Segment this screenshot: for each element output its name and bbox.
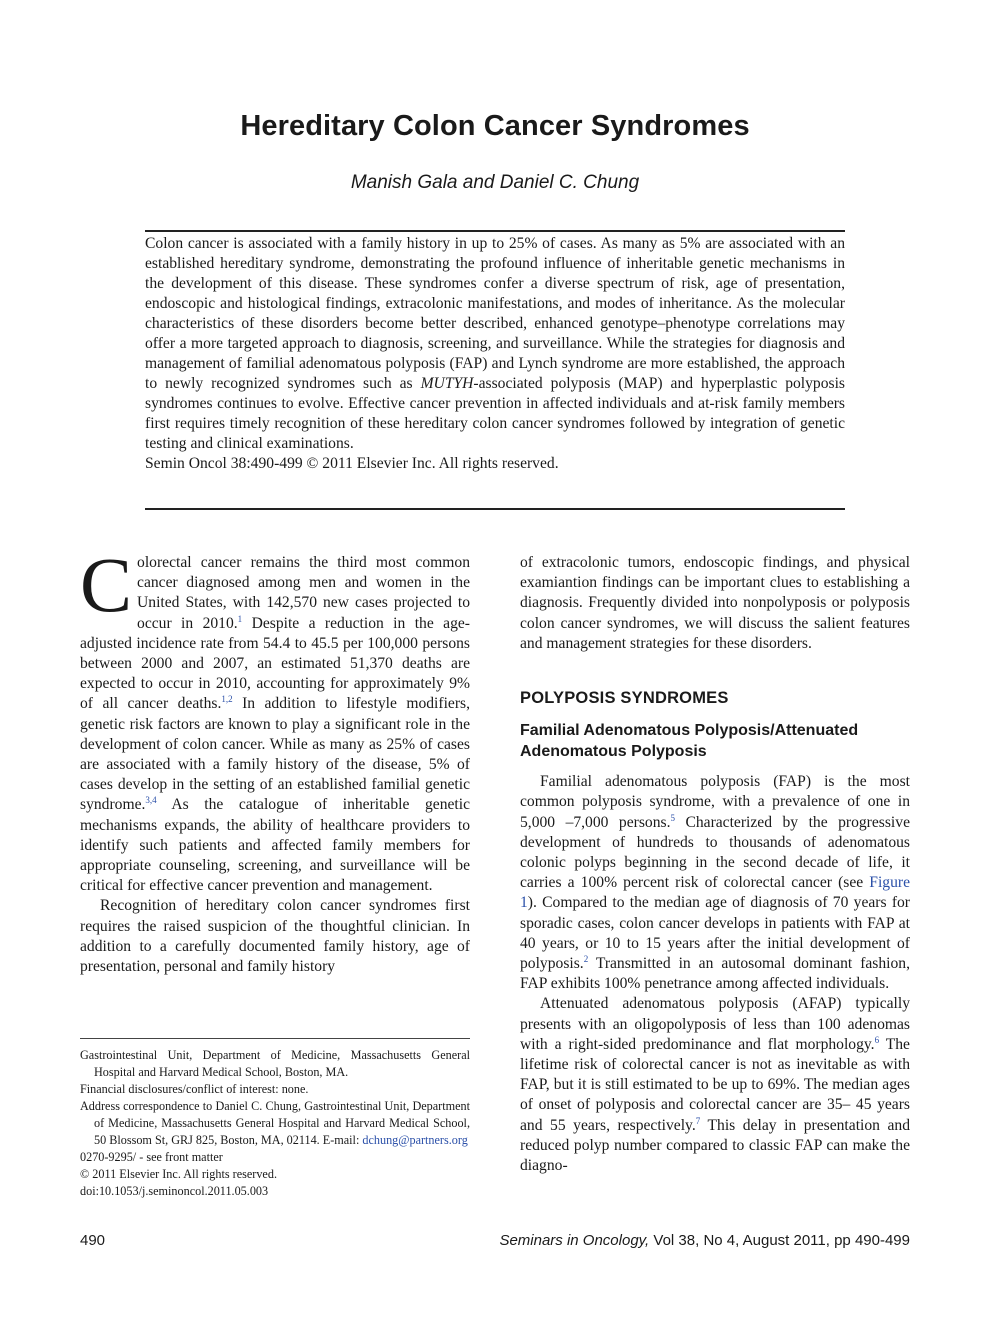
disclosure-note: Financial disclosures/conflict of interest: none.: [80, 1082, 309, 1096]
doi-note: doi:10.1053/j.seminoncol.2011.05.003: [80, 1184, 269, 1198]
reference-link[interactable]: 7: [695, 1115, 701, 1126]
body-paragraph: Familial adenomatous polyposis (FAP) is the most common polyposis syndrome, with a prevalence of one in 5,000 –7,000 persons.$^5$ Characterized by the progressive development of hundreds to thousands of adenomatous colonic polyps beginning in the second decade of life, it carries a 100% percent risk of colorectal cancer (see Figure 1). Compared to the median age of diagnosis of 70 years for sporadic cases, colon cancer develops in patients with FAP at 40 years, or 10 to 15 years after the initial development of polyposis.$^2$ Transmitted in an autosomal dominant fashion, FAP exhibits 100% penetrance among affected individuals.: [520, 773, 910, 993]
page-number: 490: [80, 1232, 106, 1249]
footnotes: [80, 1038, 470, 1200]
reference-link[interactable]: 1,2: [221, 694, 233, 705]
abstract-citation: Semin Oncol 38:490-499 © 2011 Elsevier Inc. All rights reserved.: [145, 455, 559, 472]
issn-note: 0270-9295/ - see front matter: [80, 1150, 223, 1164]
reference-link[interactable]: 5: [670, 812, 675, 823]
body-paragraph: Recognition of hereditary colon cancer syndromes first requires the raised suspicion of the thoughtful clinician. In addition to a carefully documented family history, age of presentation, personal and family history: [80, 897, 470, 976]
journal-details: Vol 38, No 4, August 2011, pp 490-499: [649, 1232, 910, 1249]
email-link[interactable]: dchung@partners.org: [362, 1133, 468, 1147]
subsection-heading: Familial Adenomatous Polyposis/Attenuated Adenomatous Polyposis: [520, 722, 859, 761]
affiliation-note: Gastrointestinal Unit, Department of Medicine, Massachusetts General Hospital and Harvard Medical School, Boston, MA.: [80, 1048, 470, 1079]
drop-cap: C: [80, 541, 133, 628]
reference-link[interactable]: 2: [583, 954, 589, 965]
abstract: [145, 234, 845, 474]
gene-name: MUTYH: [420, 375, 474, 392]
body-paragraph: of extracolonic tumors, endoscopic findings, and physical examiantion findings can be important clues to establishing a diagnosis. Frequently divided into nonpolyposis or polyposis colon cancer syndromes, we will discuss the salient features and management strategies for these disorders.: [520, 554, 910, 652]
article-authors: Manish Gala and Daniel C. Chung: [350, 172, 640, 193]
reference-link[interactable]: 6: [874, 1034, 880, 1045]
journal-name: Seminars in Oncology,: [499, 1232, 650, 1249]
journal-reference: [499, 1232, 910, 1249]
intro-paragraph: Colorectal cancer remains the third most common cancer diagnosed among men and women in the United States, with 142,570 new cases projected to occur in 2010.$^1$ Despite a reduction in the age-adjusted incidence rate from 54.4 to 45.5 per 100,000 persons between 2000 and 2007, an estimated 51,370 deaths are expected to occur in 2010, accounting for approximately 9% of all cancer deaths.$^{1,2}$ In addition to lifestyle modifiers, genetic risk factors are known to play a significant role in the development of colon cancer. While as many as 25% of cases are associated with a family history of the disease, 5% of cases develop in the setting of an established familial genetic syndrome.$^{3,4}$ As the catalogue of inheritable genetic mechanisms expands, the ability of healthcare providers to identify such patients and affected family members for appropriate counseling, screening, and surveillance will be critical for effective cancer prevention and management.: [80, 541, 470, 895]
left-column: [80, 541, 470, 977]
correspondence-note: Address correspondence to Daniel C. Chung, Gastrointestinal Unit, Department of Medicine, Massachusetts General Hospital and Harvard Medical School, 50 Blossom St, GRJ 825, Boston, MA, 02114. E-mail: dchung@partners.org: [80, 1099, 470, 1147]
body-paragraph: Attenuated adenomatous polyposis (AFAP) typically presents with an oligopolyposis of less than 100 adenomas with a right-sided predominance and flat morphology.$^6$ The lifetime risk of colorectal cancer is not as inevitable as with FAP, but it is still estimated to be up to 69%. The median ages of onset of polyposis and colorectal cancer are 35– 45 years and 55 years, respectively.$^7$ This delay in presentation and reduced polyp number compared to classic FAP can make the diagno-: [520, 995, 910, 1175]
abstract-top-rule: [145, 230, 845, 232]
section-heading: POLYPOSIS SYNDROMES: [520, 689, 729, 708]
abstract-text: Colon cancer is associated with a family history in up to 25% of cases. As many as 5% are associated with an established hereditary syndrome, demonstrating the profound influence of inheritable genetic mechanisms in the development of this disease. These syndromes confer a diverse spectrum of risk, age of presentation, endoscopic and histological findings, extracolonic manifestations, and modes of inheritance. As the molecular characteristics of these disorders become better described, enhanced genotype–phenotype correlations may offer a more targeted approach to diagnosis, screening, and surveillance. While the strategies for diagnosis and management of familial adenomatous polyposis (FAP) and Lynch syndrome are more established, the approach to newly recognized syndromes such as MUTYH-associated polyposis (MAP) and hyperplastic polyposis syndromes continues to evolve. Effective cancer prevention in affected individuals and at-risk family members first requires timely recognition of these hereditary colon cancer syndromes followed by integration of genetic testing and clinical examinations.: [145, 235, 845, 452]
abstract-bottom-rule: [145, 508, 845, 510]
right-column: [520, 553, 910, 1176]
article-title: Hereditary Colon Cancer Syndromes: [240, 110, 750, 142]
reference-link[interactable]: 3,4: [145, 795, 157, 806]
figure-link[interactable]: Figure 1: [520, 874, 910, 912]
copyright-note: © 2011 Elsevier Inc. All rights reserved.: [80, 1167, 277, 1181]
reference-link[interactable]: 1: [237, 613, 243, 624]
